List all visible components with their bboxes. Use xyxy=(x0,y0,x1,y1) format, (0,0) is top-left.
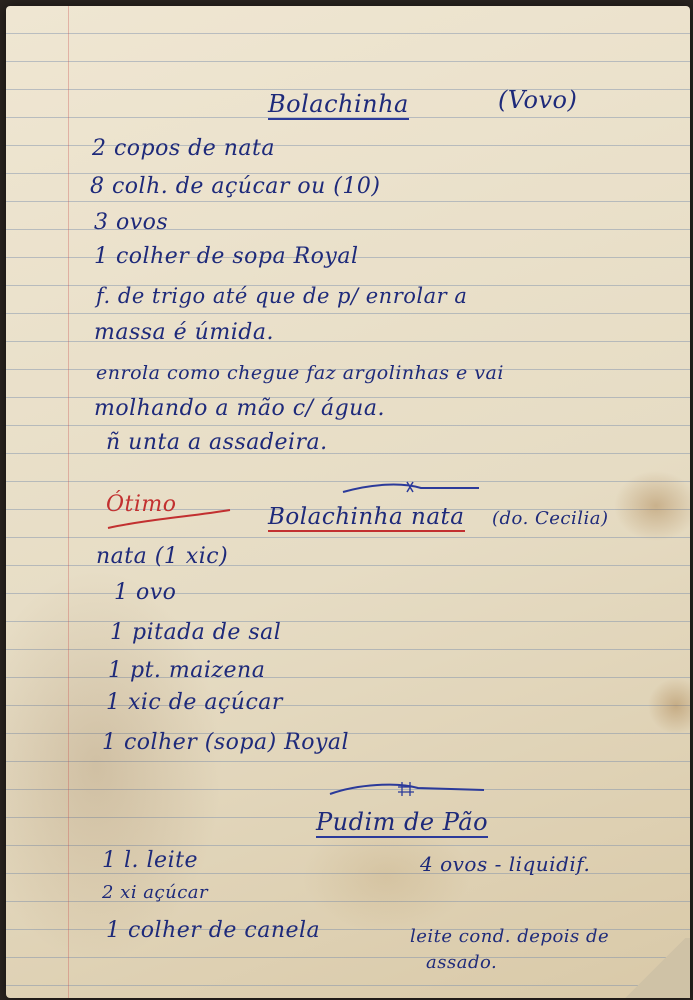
recipe1-line: f. de trigo até que de p/ enrolar a xyxy=(96,284,468,308)
recipe1-line: 2 copos de nata xyxy=(92,136,276,161)
recipe3-line: 1 l. leite xyxy=(102,848,198,873)
recipe1-line: 8 colh. de açúcar ou (10) xyxy=(90,174,381,199)
recipe1-line: enrola como chegue faz argolinhas e vai xyxy=(96,362,504,384)
red-underline xyxy=(104,506,234,532)
recipe2-title: Bolachinha nata xyxy=(268,504,465,530)
divider-squiggle xyxy=(341,478,481,500)
recipe2-line: 1 pt. maizena xyxy=(108,658,266,683)
recipe1-title: Bolachinha xyxy=(268,90,409,118)
notebook-page xyxy=(6,6,690,998)
recipe1-line: ñ unta a assadeira. xyxy=(106,430,328,455)
margin-line xyxy=(68,6,69,998)
recipe1-line: massa é úmida. xyxy=(94,320,274,345)
recipe1-attribution: (Vovo) xyxy=(498,86,578,114)
recipe3-title: Pudim de Pão xyxy=(316,808,489,836)
recipe1-line: 1 colher de sopa Royal xyxy=(94,244,359,269)
divider-squiggle xyxy=(328,778,488,800)
recipe2-line: nata (1 xic) xyxy=(96,544,229,569)
recipe1-line: molhando a mão c/ água. xyxy=(94,396,385,421)
recipe3-line: 2 xi açúcar xyxy=(102,882,209,903)
recipe3-right-line: assado. xyxy=(426,952,498,973)
recipe2-line: 1 pitada de sal xyxy=(110,620,282,645)
recipe2-line: 1 colher (sopa) Royal xyxy=(102,730,350,755)
recipe1-line: 3 ovos xyxy=(94,210,169,235)
page-corner-fold xyxy=(620,938,690,998)
recipe2-line: 1 xic de açúcar xyxy=(106,690,283,715)
recipe2-attribution: (do. Cecilia) xyxy=(492,508,609,529)
recipe2-note: Ótimo xyxy=(106,492,177,517)
recipe2-line: 1 ovo xyxy=(114,580,177,605)
recipe3-line: 1 colher de canela xyxy=(106,918,321,943)
recipe3-right-line: leite cond. depois de xyxy=(410,926,610,947)
recipe3-right-line: 4 ovos - liquidif. xyxy=(420,852,591,876)
